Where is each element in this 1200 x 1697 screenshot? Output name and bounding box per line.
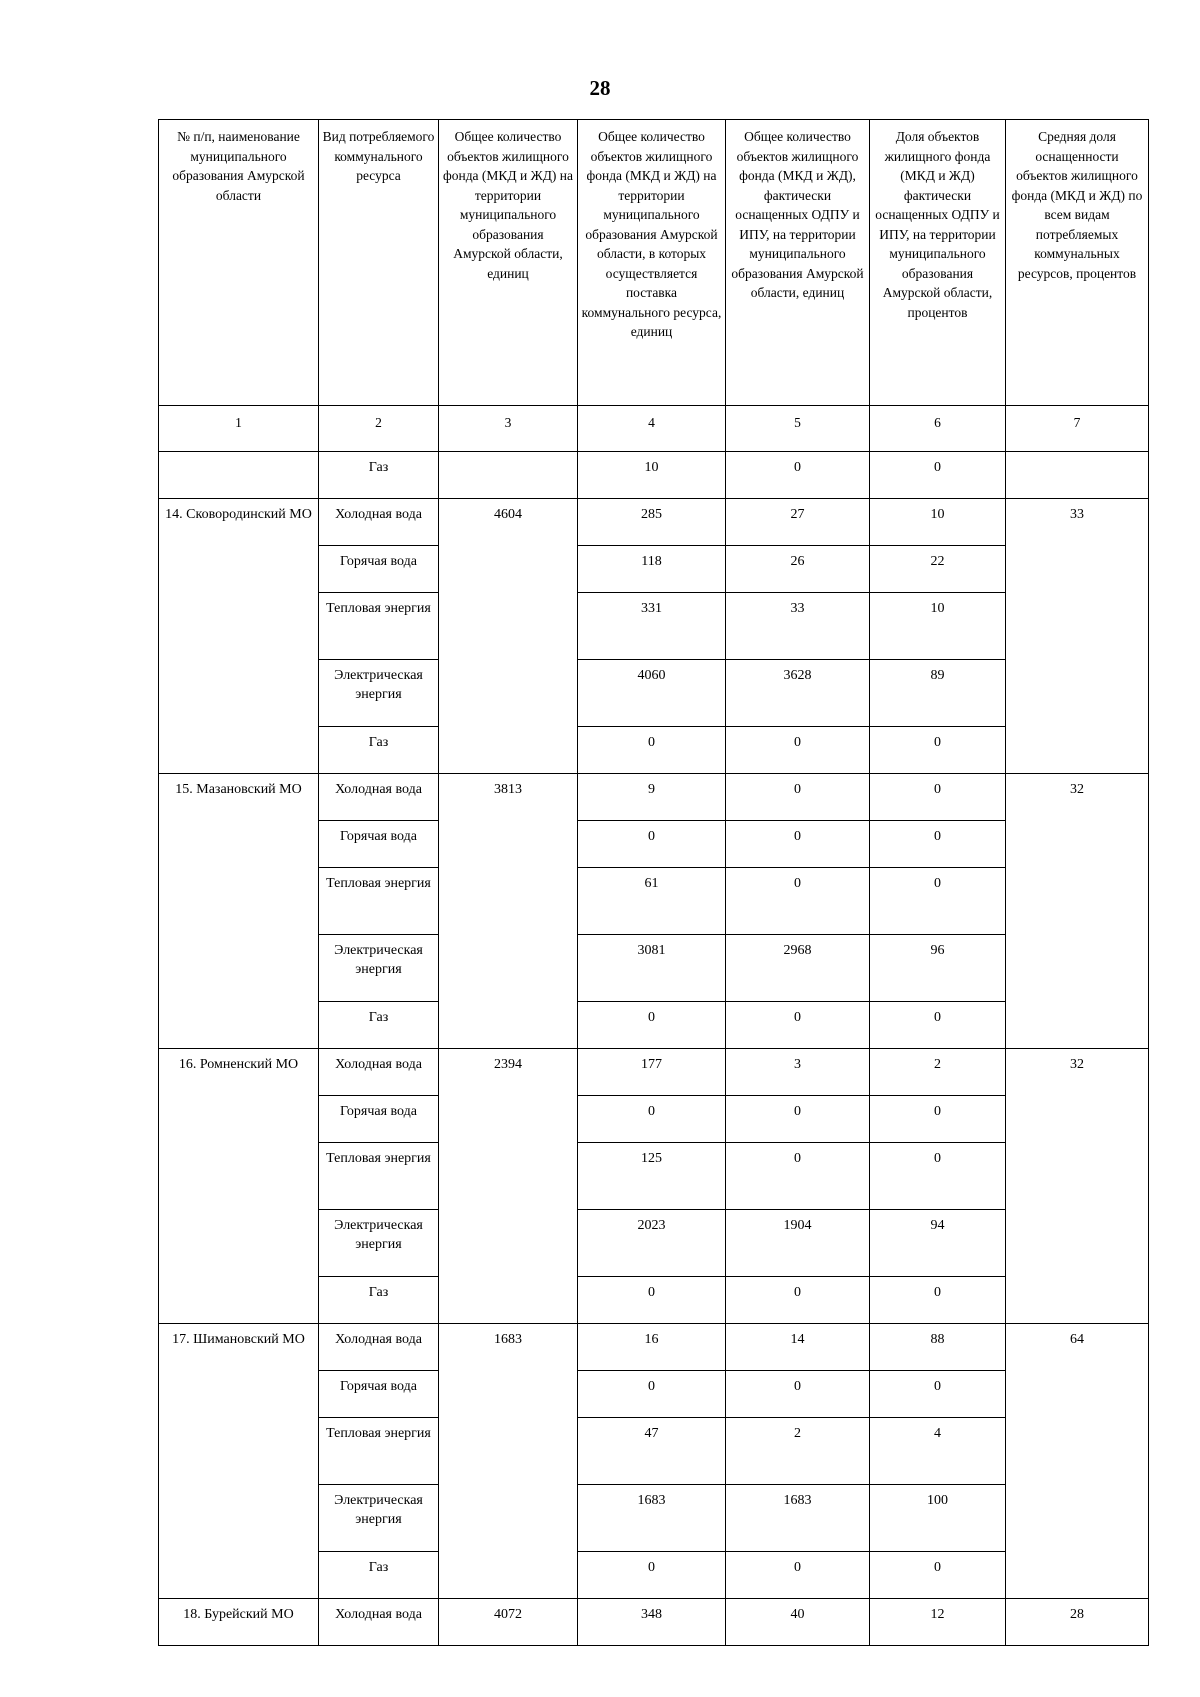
resource-cell: Газ: [319, 1552, 439, 1599]
resource-cell: Электрическая энергия: [319, 1485, 439, 1552]
avg-cell: 33: [1006, 499, 1149, 774]
equipped-cell: 0: [726, 868, 870, 935]
share-cell: 94: [870, 1210, 1006, 1277]
column-number: 4: [578, 406, 726, 452]
equipped-cell: 0: [726, 1096, 870, 1143]
equipped-cell: 3628: [726, 660, 870, 727]
total-cell: [439, 452, 578, 499]
resource-cell: Тепловая энергия: [319, 593, 439, 660]
share-cell: 96: [870, 935, 1006, 1002]
equipped-cell: 2968: [726, 935, 870, 1002]
resource-cell: Тепловая энергия: [319, 1418, 439, 1485]
resource-cell: Тепловая энергия: [319, 1143, 439, 1210]
avg-cell: [1006, 452, 1149, 499]
supplied-cell: 0: [578, 727, 726, 774]
supplied-cell: 4060: [578, 660, 726, 727]
supplied-cell: 118: [578, 546, 726, 593]
total-cell: 1683: [439, 1324, 578, 1599]
equipped-cell: 0: [726, 452, 870, 499]
table-row: [159, 774, 1149, 821]
supplied-cell: 3081: [578, 935, 726, 1002]
total-cell: 4604: [439, 499, 578, 774]
share-cell: 2: [870, 1049, 1006, 1096]
equipment-table: [158, 119, 1149, 1646]
supplied-cell: 16: [578, 1324, 726, 1371]
supplied-cell: 125: [578, 1143, 726, 1210]
equipped-cell: 0: [726, 774, 870, 821]
supplied-cell: 2023: [578, 1210, 726, 1277]
supplied-cell: 1683: [578, 1485, 726, 1552]
share-cell: 0: [870, 452, 1006, 499]
resource-cell: Холодная вода: [319, 1599, 439, 1646]
group-name-cell: 16. Ромненский МО: [159, 1049, 319, 1324]
share-cell: 22: [870, 546, 1006, 593]
resource-cell: Газ: [319, 452, 439, 499]
share-cell: 89: [870, 660, 1006, 727]
supplied-cell: 0: [578, 1552, 726, 1599]
resource-cell: Холодная вода: [319, 1049, 439, 1096]
header-row: [159, 120, 1149, 406]
supplied-cell: 0: [578, 1002, 726, 1049]
share-cell: 0: [870, 1371, 1006, 1418]
resource-cell: Электрическая энергия: [319, 660, 439, 727]
avg-cell: 28: [1006, 1599, 1149, 1646]
header-cell: Общее количество объектов жилищного фонда (МКД и ЖД) на территории муниципального образования Амурской области, единиц: [439, 120, 578, 406]
header-cell: № п/п, наименование муниципального образования Амурской области: [159, 120, 319, 406]
resource-cell: Электрическая энергия: [319, 935, 439, 1002]
table-row: [159, 1049, 1149, 1096]
share-cell: 100: [870, 1485, 1006, 1552]
resource-cell: Холодная вода: [319, 499, 439, 546]
equipped-cell: 0: [726, 727, 870, 774]
avg-cell: 32: [1006, 1049, 1149, 1324]
supplied-cell: 47: [578, 1418, 726, 1485]
group-name-cell: 14. Сковородинский МО: [159, 499, 319, 774]
column-number: 6: [870, 406, 1006, 452]
resource-cell: Горячая вода: [319, 1096, 439, 1143]
equipped-cell: 14: [726, 1324, 870, 1371]
resource-cell: Газ: [319, 1277, 439, 1324]
supplied-cell: 0: [578, 1096, 726, 1143]
supplied-cell: 61: [578, 868, 726, 935]
equipped-cell: 1683: [726, 1485, 870, 1552]
equipped-cell: 3: [726, 1049, 870, 1096]
supplied-cell: 9: [578, 774, 726, 821]
share-cell: 0: [870, 1143, 1006, 1210]
equipped-cell: 2: [726, 1418, 870, 1485]
share-cell: 0: [870, 821, 1006, 868]
resource-cell: Газ: [319, 1002, 439, 1049]
column-number: 3: [439, 406, 578, 452]
total-cell: 3813: [439, 774, 578, 1049]
avg-cell: 64: [1006, 1324, 1149, 1599]
group-name-cell: 17. Шимановский МО: [159, 1324, 319, 1599]
equipped-cell: 0: [726, 1002, 870, 1049]
header-cell: Общее количество объектов жилищного фонда (МКД и ЖД), фактически оснащенных ОДПУ и ИПУ, на территории муниципального образования Амурской области, единиц: [726, 120, 870, 406]
group-name-cell: 15. Мазановский МО: [159, 774, 319, 1049]
share-cell: 0: [870, 868, 1006, 935]
resource-cell: Холодная вода: [319, 1324, 439, 1371]
supplied-cell: 331: [578, 593, 726, 660]
table-row: [159, 1599, 1149, 1646]
supplied-cell: 177: [578, 1049, 726, 1096]
resource-cell: Тепловая энергия: [319, 868, 439, 935]
column-number: 1: [159, 406, 319, 452]
resource-cell: Газ: [319, 727, 439, 774]
equipped-cell: 33: [726, 593, 870, 660]
column-number: 7: [1006, 406, 1149, 452]
supplied-cell: 0: [578, 1371, 726, 1418]
share-cell: 12: [870, 1599, 1006, 1646]
share-cell: 0: [870, 774, 1006, 821]
header-cell: Средняя доля оснащенности объектов жилищного фонда (МКД и ЖД) по всем видам потребляемых коммунальных ресурсов, процентов: [1006, 120, 1149, 406]
share-cell: 10: [870, 499, 1006, 546]
equipped-cell: 0: [726, 1552, 870, 1599]
table-row-carry: [159, 452, 1149, 499]
resource-cell: Электрическая энергия: [319, 1210, 439, 1277]
share-cell: 4: [870, 1418, 1006, 1485]
page-number: 28: [589, 76, 611, 100]
share-cell: 0: [870, 1002, 1006, 1049]
supplied-cell: 0: [578, 821, 726, 868]
table-row: [159, 499, 1149, 546]
supplied-cell: 0: [578, 1277, 726, 1324]
share-cell: 0: [870, 1277, 1006, 1324]
equipped-cell: 0: [726, 1143, 870, 1210]
column-number-row: [159, 406, 1149, 452]
group-name-cell: [159, 452, 319, 499]
supplied-cell: 348: [578, 1599, 726, 1646]
avg-cell: 32: [1006, 774, 1149, 1049]
header-cell: Вид потребляемого коммунального ресурса: [319, 120, 439, 406]
supplied-cell: 10: [578, 452, 726, 499]
share-cell: 88: [870, 1324, 1006, 1371]
resource-cell: Горячая вода: [319, 821, 439, 868]
equipped-cell: 0: [726, 1277, 870, 1324]
header-cell: Доля объектов жилищного фонда (МКД и ЖД) фактически оснащенных ОДПУ и ИПУ, на территории муниципального образования Амурской области, процентов: [870, 120, 1006, 406]
share-cell: 0: [870, 727, 1006, 774]
equipped-cell: 40: [726, 1599, 870, 1646]
table-row: [159, 1324, 1149, 1371]
equipped-cell: 0: [726, 1371, 870, 1418]
equipped-cell: 27: [726, 499, 870, 546]
share-cell: 0: [870, 1096, 1006, 1143]
column-number: 2: [319, 406, 439, 452]
resource-cell: Горячая вода: [319, 546, 439, 593]
supplied-cell: 285: [578, 499, 726, 546]
total-cell: 2394: [439, 1049, 578, 1324]
equipped-cell: 1904: [726, 1210, 870, 1277]
equipped-cell: 0: [726, 821, 870, 868]
header-cell: Общее количество объектов жилищного фонда (МКД и ЖД) на территории муниципального образования Амурской области, в которых осуществляется поставка коммунального ресурса, единиц: [578, 120, 726, 406]
column-number: 5: [726, 406, 870, 452]
equipped-cell: 26: [726, 546, 870, 593]
group-name-cell: 18. Бурейский МО: [159, 1599, 319, 1646]
total-cell: 4072: [439, 1599, 578, 1646]
resource-cell: Горячая вода: [319, 1371, 439, 1418]
share-cell: 10: [870, 593, 1006, 660]
resource-cell: Холодная вода: [319, 774, 439, 821]
share-cell: 0: [870, 1552, 1006, 1599]
